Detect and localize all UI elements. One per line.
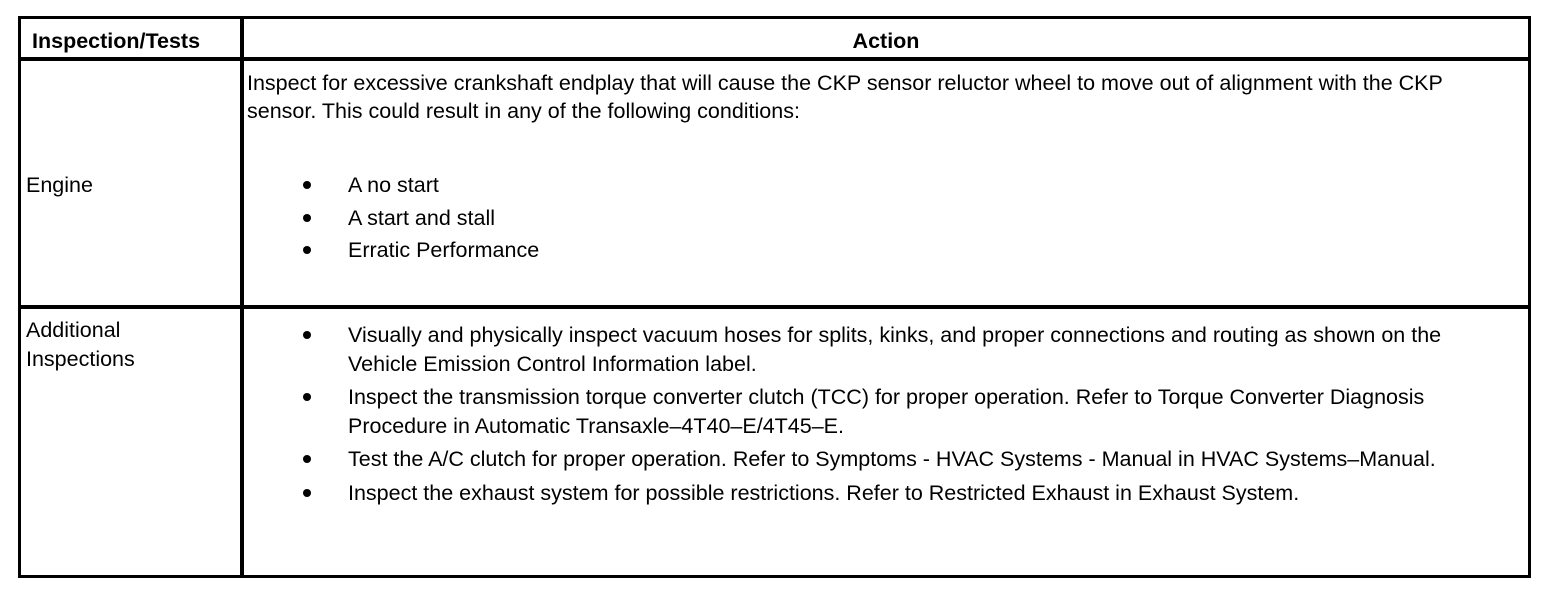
list-item: Visually and physically inspect vacuum hoses for splits, kinks, and proper connections and routing as shown on the Vehicle Emission Control Information label. xyxy=(247,321,1498,378)
list-item: Inspect the exhaust system for possible restrictions. Refer to Restricted Exhaust in Exhaust System. xyxy=(247,479,1498,508)
list-item: Erratic Performance xyxy=(247,236,1498,265)
row-label-engine: Engine xyxy=(26,173,93,197)
header-row-divider xyxy=(21,57,1528,61)
list-item: Test the A/C clutch for proper operation. Refer to Symptoms - HVAC Systems - Manual in HVAC Systems–Manual. xyxy=(247,445,1498,474)
bullet-icon xyxy=(303,331,311,339)
bullet-icon xyxy=(303,489,311,497)
additional-inspections-list xyxy=(247,321,1498,512)
bullet-icon xyxy=(303,181,311,189)
engine-conditions-list xyxy=(247,171,1498,269)
header-inspection-tests: Inspection/Tests xyxy=(32,29,201,53)
list-item: A no start xyxy=(247,171,1498,200)
row-label-additional-line1: Additional xyxy=(26,318,121,342)
bullet-icon xyxy=(303,455,311,463)
inspection-table xyxy=(18,16,1531,578)
column-divider xyxy=(240,19,244,575)
list-item: Inspect the transmission torque converter clutch (TCC) for proper operation. Refer to Torque Converter Diagnosis Procedure in Automatic Transaxle–4T40–E/4T45–E. xyxy=(247,383,1498,440)
bullet-icon xyxy=(303,393,311,401)
bullet-icon xyxy=(303,246,311,254)
row-label-additional-line2: Inspections xyxy=(26,347,135,371)
row-divider xyxy=(21,305,1528,309)
engine-action-paragraph: Inspect for excessive crankshaft endplay that will cause the CKP sensor reluctor wheel to move out of alignment with the CKP sensor. This could result in any of the following conditions: xyxy=(247,71,1443,123)
bullet-icon xyxy=(303,214,311,222)
list-item: A start and stall xyxy=(247,204,1498,233)
header-action: Action xyxy=(852,29,920,53)
